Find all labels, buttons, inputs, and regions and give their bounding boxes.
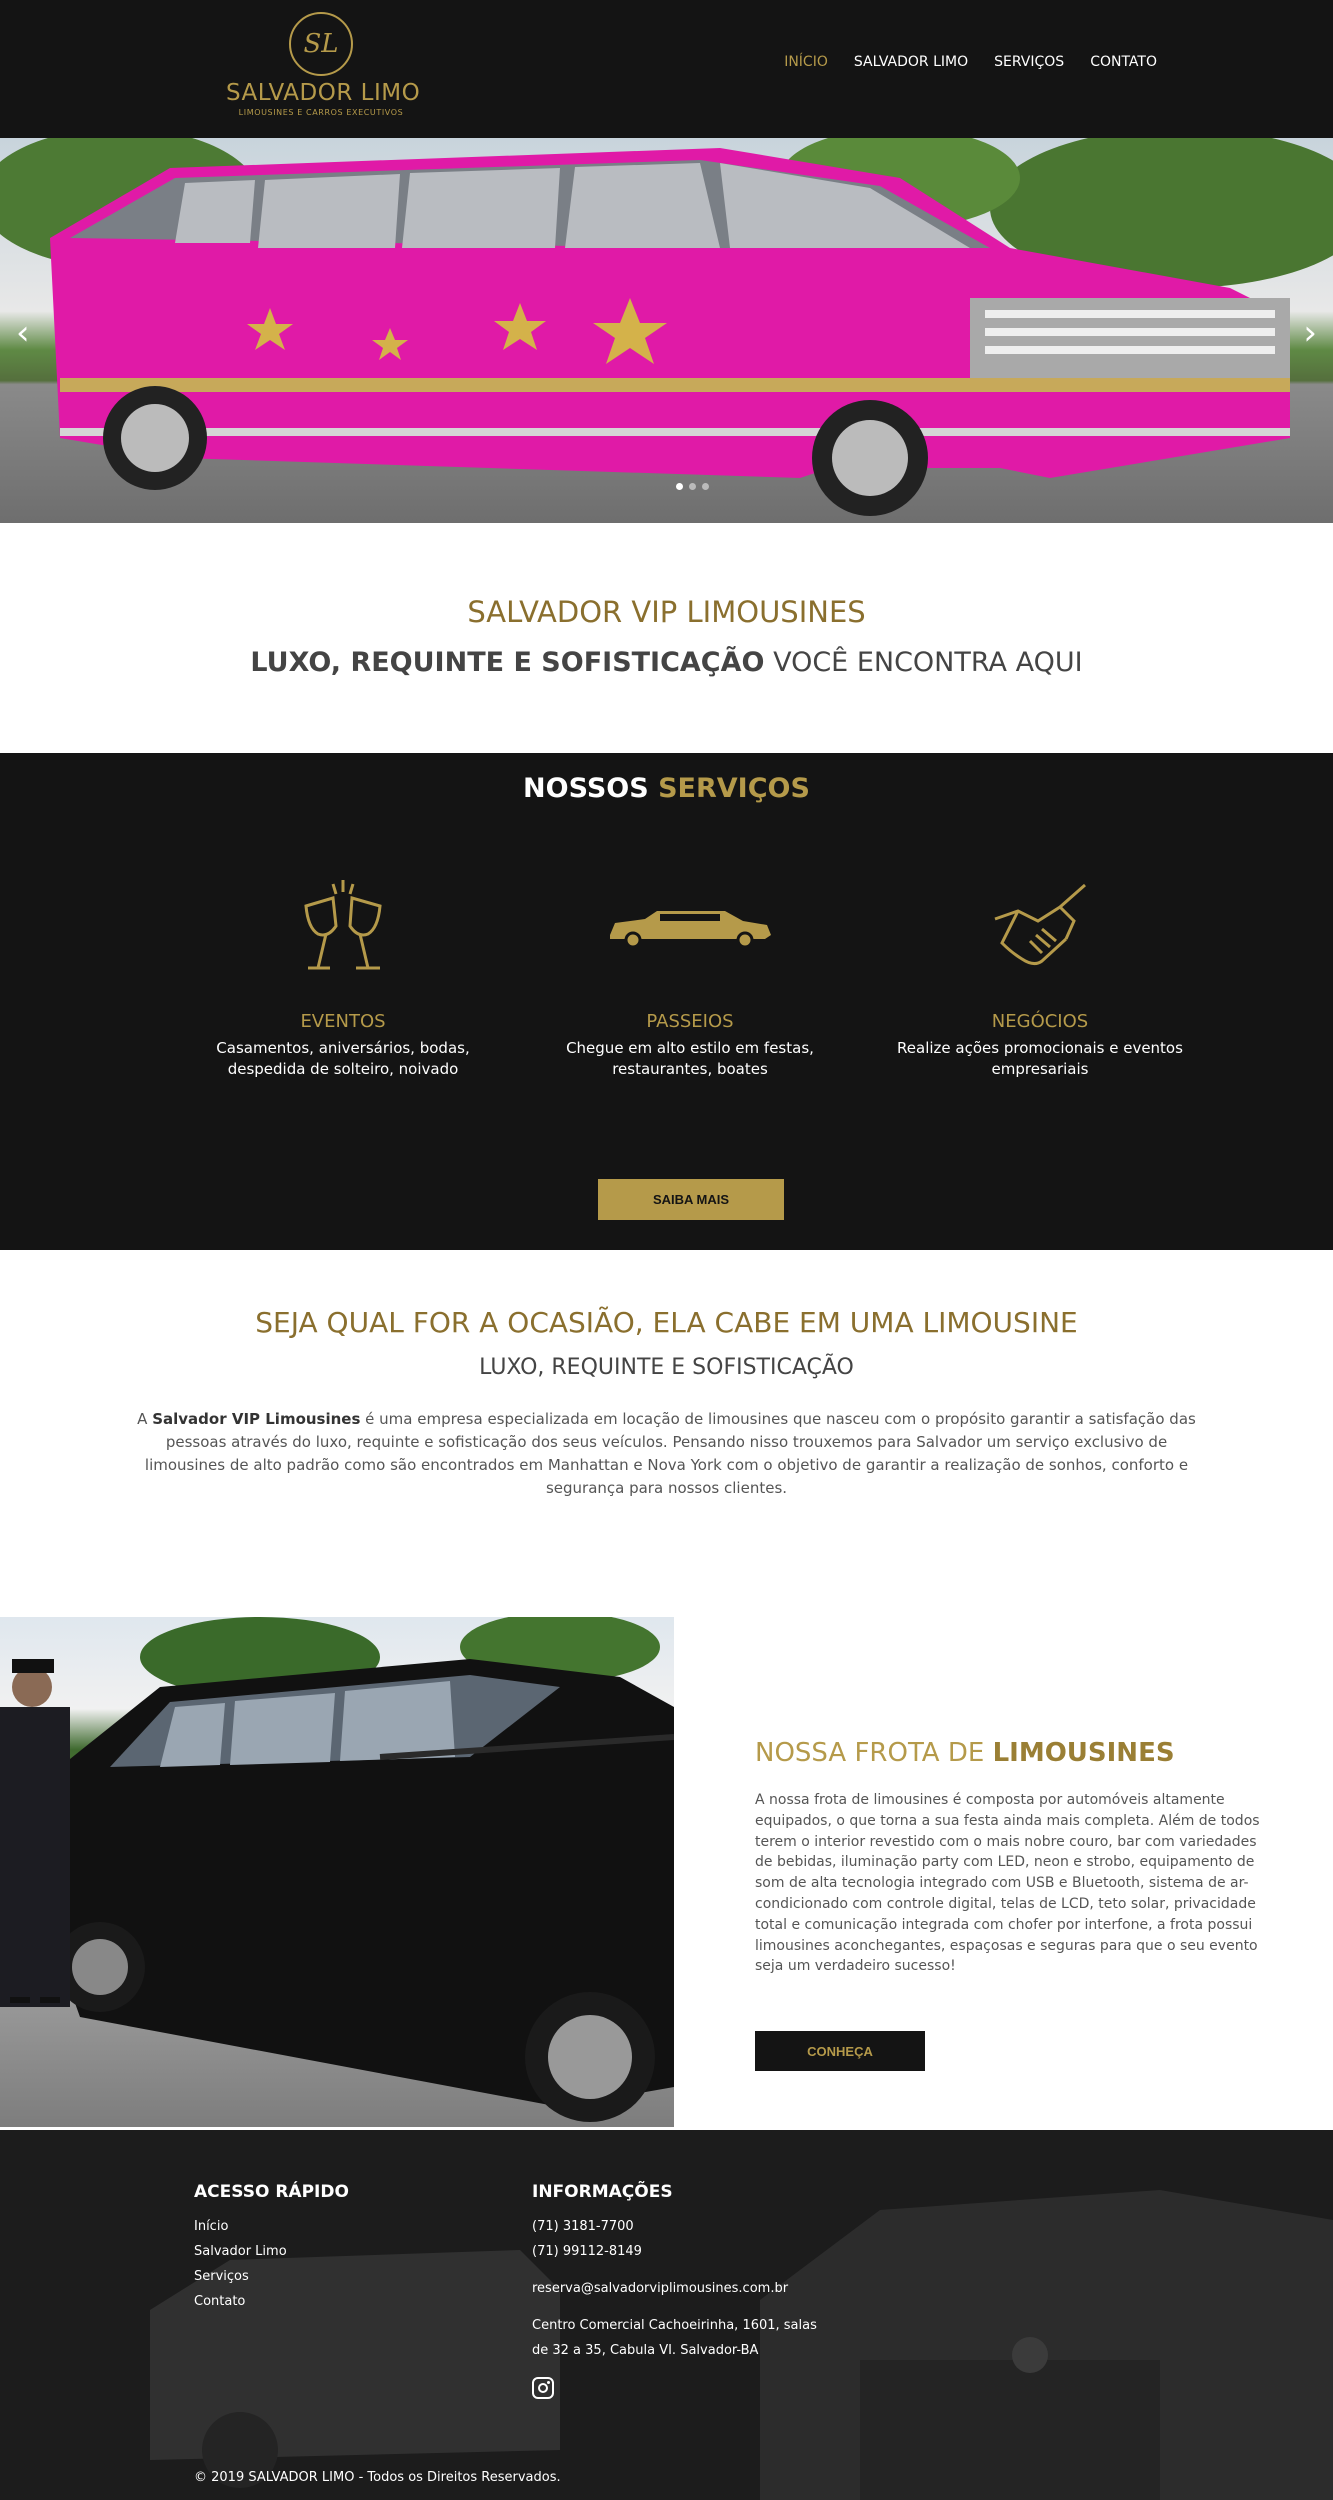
fleet-title-light: NOSSA FROTA DE xyxy=(755,1738,985,1768)
nav-item-contato[interactable]: CONTATO xyxy=(1090,54,1157,70)
footer-link-contato[interactable]: Contato xyxy=(194,2294,246,2309)
spacer xyxy=(532,2264,817,2276)
service-title: NEGÓCIOS xyxy=(991,1011,1089,1032)
fleet-text-block xyxy=(755,1738,1275,1977)
service-text: Casamentos, aniversários, bodas, despedida de solteiro, noivado xyxy=(216,1039,470,1078)
instagram-icon[interactable] xyxy=(532,2377,554,2399)
logo-tagline: LIMOUSINES E CARROS EXECUTIVOS xyxy=(238,108,404,117)
intro-subtitle-rest: VOCÊ ENCONTRA AQUI xyxy=(773,647,1083,678)
conheca-button[interactable]: CONHEÇA xyxy=(755,2031,925,2071)
services-title-white: NOSSOS xyxy=(523,773,649,804)
occasion-subtitle: LUXO, REQUINTE E SOFISTICAÇÃO xyxy=(479,1355,854,1380)
spacer xyxy=(532,2301,817,2313)
handshake-icon xyxy=(890,871,1190,981)
occasion-section xyxy=(0,1250,1333,1615)
occasion-title: SEJA QUAL FOR A OCASIÃO, ELA CABE EM UMA LIMOUSINE xyxy=(255,1306,1078,1339)
slider-dot[interactable] xyxy=(676,483,683,490)
intro-section xyxy=(0,523,1333,753)
logo-monogram: SL xyxy=(289,12,353,76)
footer-link-inicio[interactable]: Início xyxy=(194,2219,229,2234)
footer-address-line-1: Centro Comercial Cachoeirinha, 1601, salas xyxy=(532,2318,817,2333)
footer-quick-title: ACESSO RÁPIDO xyxy=(194,2182,349,2202)
copyright-text: © 2019 SALVADOR LIMO - Todos os Direitos Reservados. xyxy=(194,2470,561,2485)
service-card-negocios xyxy=(890,871,1190,1080)
limousine-icon xyxy=(540,871,840,981)
service-card-passeios xyxy=(540,871,840,1080)
footer-link-servicos[interactable]: Serviços xyxy=(194,2269,249,2284)
slider-dot[interactable] xyxy=(702,483,709,490)
fleet-title-bold: LIMOUSINES xyxy=(992,1738,1175,1768)
saiba-mais-button[interactable]: SAIBA MAIS xyxy=(598,1179,784,1220)
service-title: EVENTOS xyxy=(300,1011,386,1032)
footer-address-line-2: de 32 a 35, Cabula VI. Salvador-BA xyxy=(532,2343,759,2358)
nav-item-servicos[interactable]: SERVIÇOS xyxy=(994,54,1065,70)
hero-slider xyxy=(0,138,1333,523)
intro-subtitle xyxy=(0,647,1333,678)
slider-next-arrow[interactable]: › xyxy=(1303,313,1317,353)
main-nav xyxy=(784,54,1157,70)
site-logo[interactable] xyxy=(226,12,421,118)
fleet-description: A nossa frota de limousines é composta por automóveis altamente equipados, o que torna a sua festa ainda mais completa. Além de todos terem o interior revestido com o mais nobre couro, bar com variedades de bebidas, iluminação party com LED, neon e strobo, equipamento de som de alta tecnologia integrado com USB e Bluetooth, sistema de ar-condicionado com controle digital, telas de LCD, teto solar, privacidade total e comunicação integrada com chofer por interfone, a frota possui limousines aconchegantes, espaçosas e seguras para que o seu evento seja um verdadeiro sucesso! xyxy=(755,1792,1260,1975)
slider-dots xyxy=(676,483,709,490)
service-text: Realize ações promocionais e eventos empresariais xyxy=(897,1039,1183,1078)
service-card-eventos xyxy=(193,871,493,1080)
service-text: Chegue em alto estilo em festas, restaurantes, boates xyxy=(566,1039,814,1078)
company-name: Salvador VIP Limousines xyxy=(152,1410,361,1428)
occasion-text-prefix: A xyxy=(137,1410,153,1428)
fleet-title xyxy=(755,1738,1275,1768)
slider-prev-arrow[interactable]: ‹ xyxy=(16,313,30,353)
pink-limousine-image xyxy=(0,138,1333,523)
footer-info-title: INFORMAÇÕES xyxy=(532,2182,673,2202)
occasion-text-rest: é uma empresa especializada em locação de limousines que nasceu com o propósito garantir a satisfação das pessoas através do luxo, requinte e sofisticação dos seus veículos. Pensando nisso trouxemos para Salvador um serviço exclusivo de limousines de alto padrão como são encontrados em Manhattan e Nova York com o objetivo de garantir a realização de sonhos, conforto e segurança para nossos clientes. xyxy=(144,1410,1196,1497)
services-title xyxy=(0,773,1333,804)
site-header xyxy=(0,0,1333,138)
intro-subtitle-bold: LUXO, REQUINTE E SOFISTICAÇÃO xyxy=(250,647,765,678)
footer-email[interactable]: reserva@salvadorviplimousines.com.br xyxy=(532,2281,789,2296)
services-section xyxy=(0,753,1333,1250)
nav-item-inicio[interactable]: INÍCIO xyxy=(784,54,828,70)
logo-name: SALVADOR LIMO xyxy=(226,80,421,106)
footer-info xyxy=(532,2182,817,2399)
black-limousine-image xyxy=(0,1617,674,2127)
services-title-gold: SERVIÇOS xyxy=(658,773,810,804)
footer-quick-links xyxy=(194,2182,349,2314)
slider-dot[interactable] xyxy=(689,483,696,490)
footer-phone-2[interactable]: (71) 99112-8149 xyxy=(532,2244,642,2259)
service-title: PASSEIOS xyxy=(646,1011,734,1032)
champagne-glasses-icon xyxy=(193,871,493,981)
footer-phone-1[interactable]: (71) 3181-7700 xyxy=(532,2219,634,2234)
occasion-text xyxy=(137,1408,1197,1500)
site-footer xyxy=(0,2130,1333,2500)
footer-link-salvador-limo[interactable]: Salvador Limo xyxy=(194,2244,287,2259)
nav-item-salvador-limo[interactable]: SALVADOR LIMO xyxy=(853,54,969,70)
intro-title: SALVADOR VIP LIMOUSINES xyxy=(467,595,866,629)
